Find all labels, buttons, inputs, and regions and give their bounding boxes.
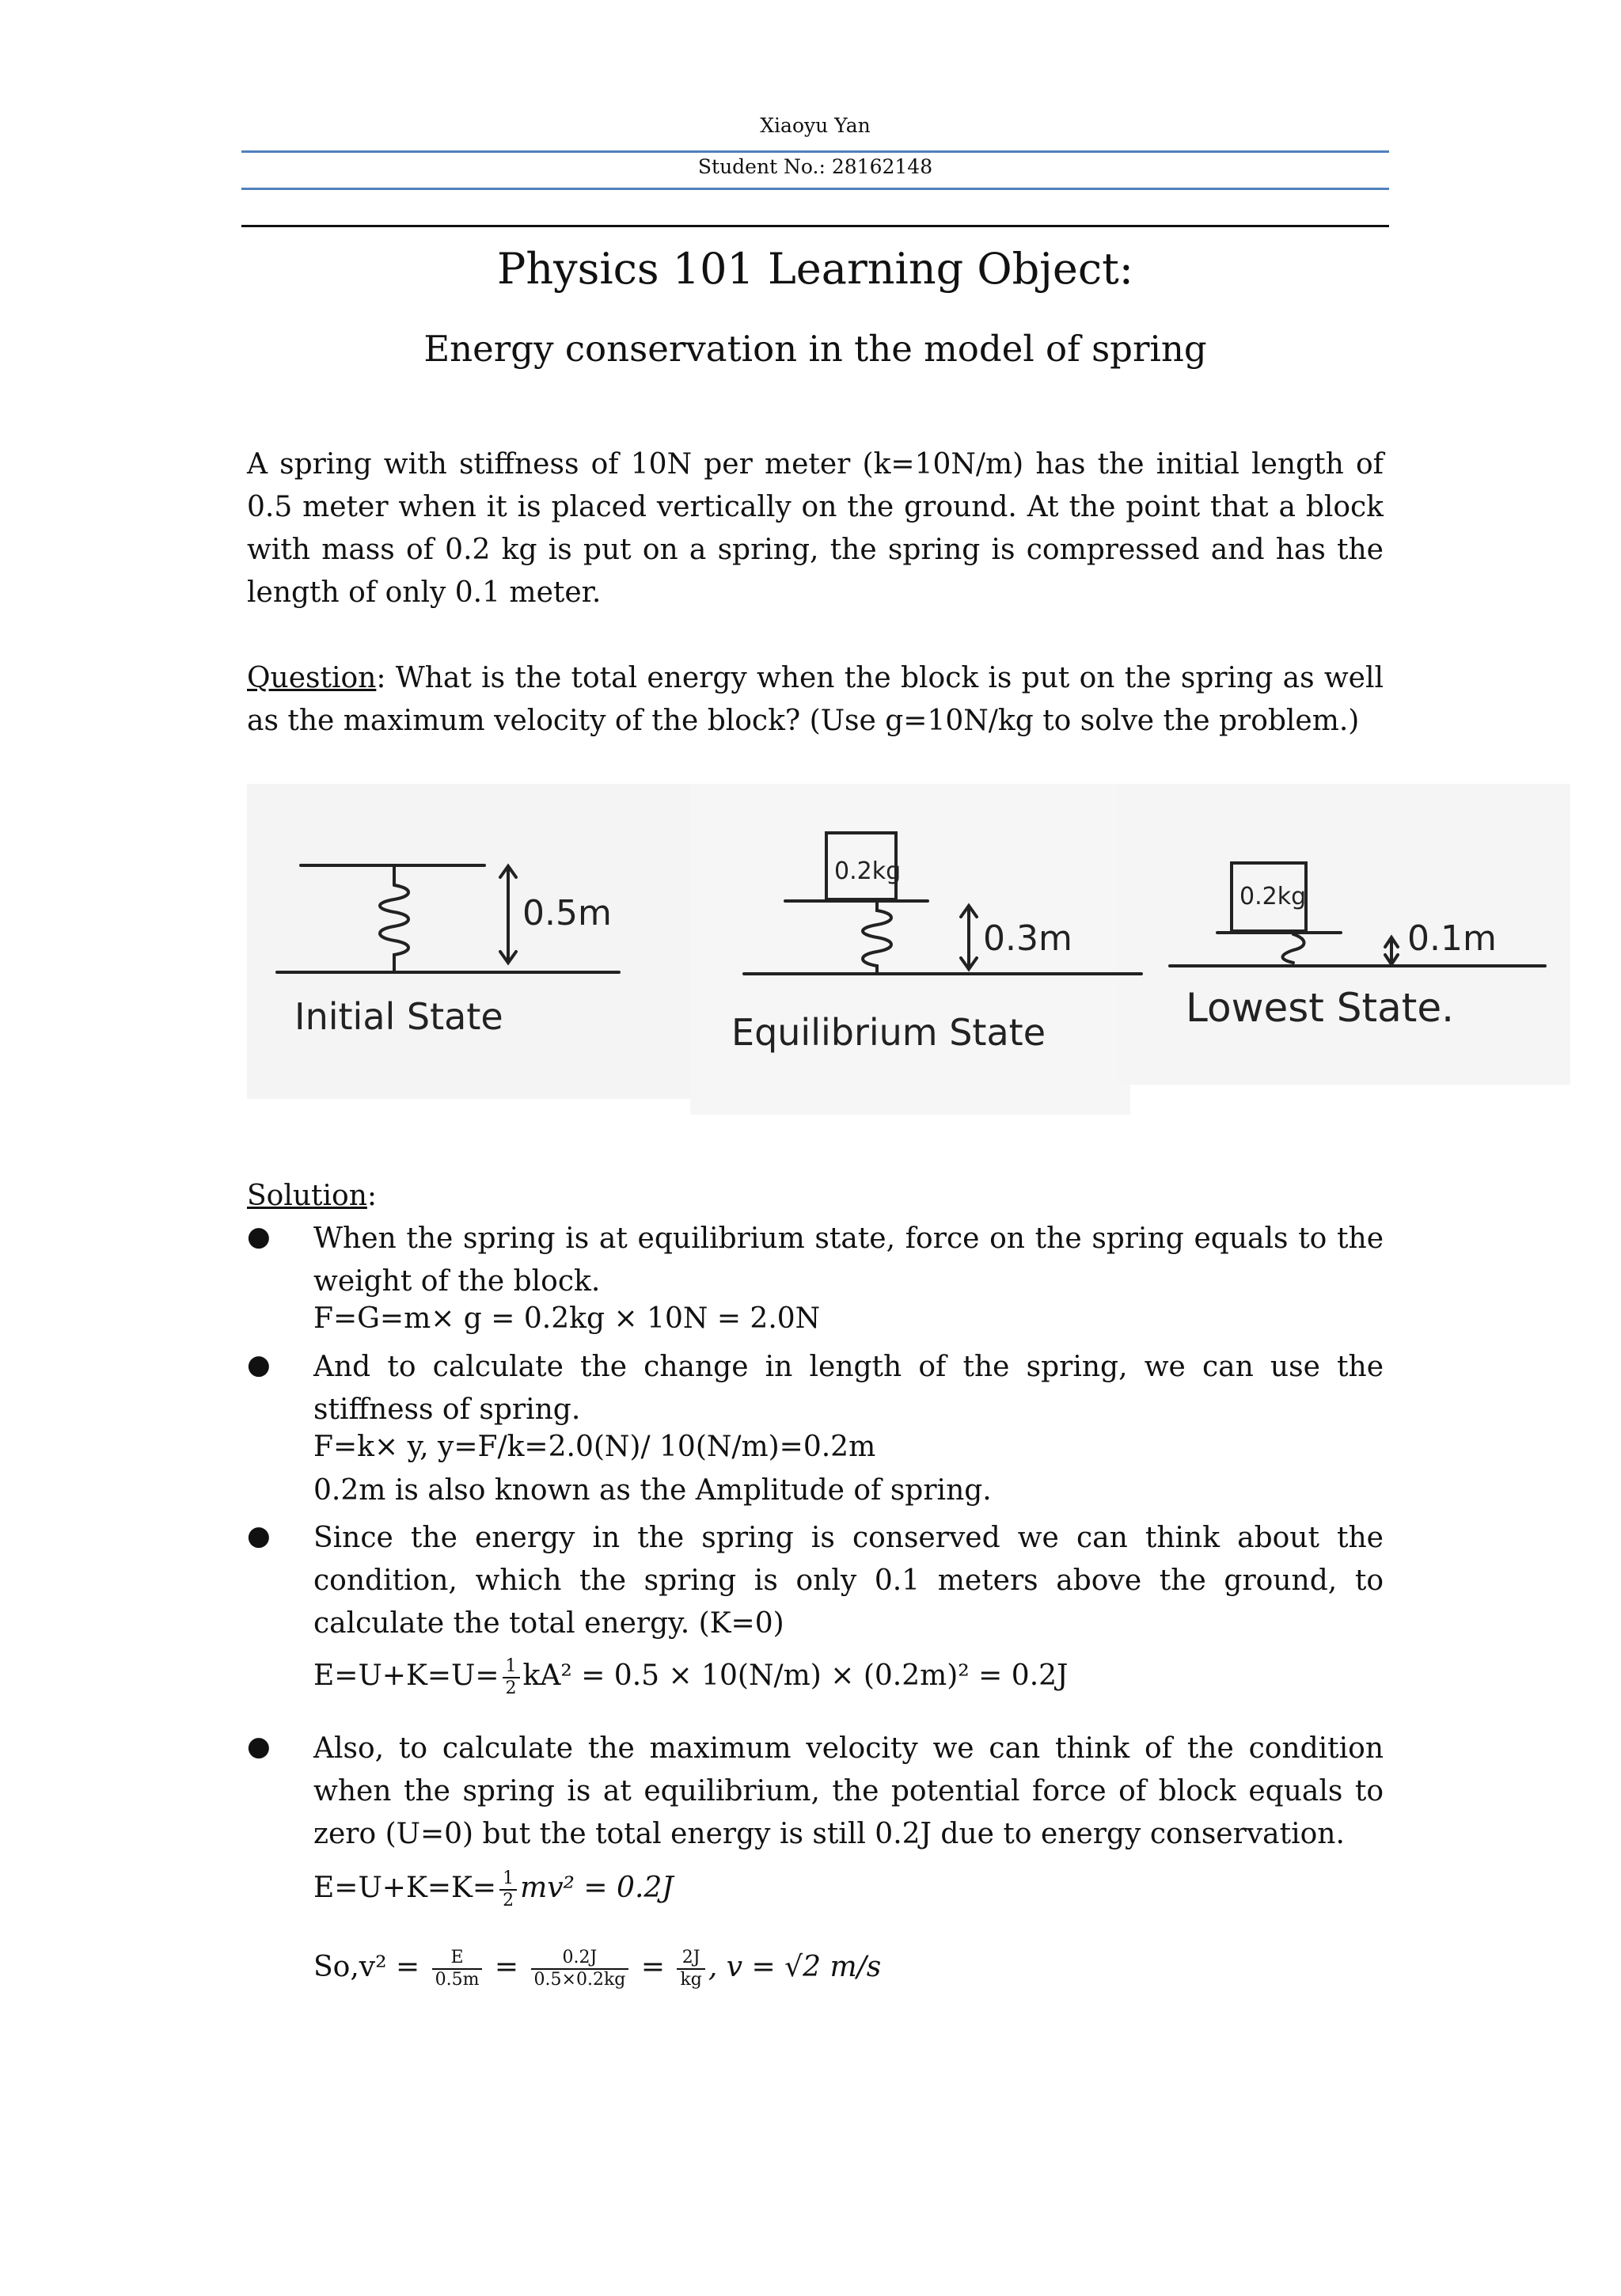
bullet-2: ● xyxy=(247,1349,271,1381)
bullet-3-text: Since the energy in the spring is conserved we can think about the condition, which the spring is only 0.1 meters above the ground, to calculate the total energy. (K=0) xyxy=(313,1522,1384,1640)
panel-3-label: Lowest State. xyxy=(1186,985,1455,1031)
panel-3-length: 0.1m xyxy=(1407,918,1497,959)
intro-paragraph: A spring with stiffness of 10N per meter (k=10N/m) has the initial length of 0.5 meter when it is placed vertically on the ground. At the point that a block with mass of 0.2 kg is put on a spring, the spring is compressed and has the length of only 0.1 meter. xyxy=(247,448,1384,609)
solution-label: Solution xyxy=(247,1180,367,1212)
half-fraction: $\frac{1}{2}$ xyxy=(503,1656,520,1699)
bullet-1-equation: F=G=m× g = 0.2kg × 10N = 2.0N xyxy=(313,1302,821,1335)
panel-3-mass: 0.2kg xyxy=(1239,883,1307,910)
page-subtitle: Energy conservation in the model of spring xyxy=(423,328,1207,370)
title-rule xyxy=(241,225,1389,227)
bullet-3-equation: E=U+K=U= $\frac{1}{2}$ kA² = 0.5 × 10(N/m) × (0.2m)² = 0.2J xyxy=(313,1656,1069,1698)
bullet-1: ● xyxy=(247,1221,271,1253)
fraction-e-over-mass: $\frac{E}{0.5m}$ xyxy=(432,1948,483,1990)
half-fraction: $\frac{1}{2}$ xyxy=(499,1868,517,1911)
question-label: Question xyxy=(247,662,377,694)
header-author: Xiaoyu Yan xyxy=(760,114,871,137)
header-rule xyxy=(241,150,1389,153)
bullet-2-text: And to calculate the change in length of the spring, we can use the stiffness of spring. xyxy=(313,1351,1384,1426)
bullet-1-text: When the spring is at equilibrium state, force on the spring equals to the weight of the block. xyxy=(313,1222,1384,1298)
page-title: Physics 101 Learning Object: xyxy=(496,244,1133,294)
panel-1-label: Initial State xyxy=(294,995,503,1038)
header-rule xyxy=(241,188,1389,190)
bullet-4: ● xyxy=(247,1731,271,1762)
panel-1-length: 0.5m xyxy=(522,893,612,933)
bullet-2-note: 0.2m is also known as the Amplitude of spring. xyxy=(313,1474,992,1507)
spring-states-figure xyxy=(247,784,1570,1115)
final-velocity-equation: So,v² = $\frac{E}{0.5m}$ = $\frac{0.2J}{0.5\times 0.2kg}$ = $\frac{2J}{kg}$ , v = √2 m/s xyxy=(313,1948,882,1990)
solution-heading xyxy=(247,1175,1384,1218)
fraction-units: $\frac{2J}{kg}$ xyxy=(677,1948,704,1990)
solution-colon: : xyxy=(366,1180,378,1212)
header-student-no: Student No.: 28162148 xyxy=(697,155,933,178)
bullet-2-equation: F=k× y, y=F/k=2.0(N)/ 10(N/m)=0.2m xyxy=(313,1431,876,1463)
bullet-4-text: Also, to calculate the maximum velocity we can think of the condition when the spring is at equilibrium, the potential force of block equals to zero (U=0) but the total energy is still 0.2J due to energy conservation. xyxy=(313,1732,1384,1850)
panel-2-mass: 0.2kg xyxy=(834,857,902,885)
panel-2-length: 0.3m xyxy=(983,918,1072,959)
panel-2-label: Equilibrium State xyxy=(731,1011,1046,1054)
bullet-4-equation: E=U+K=K= $\frac{1}{2}$ mv² = 0.2J xyxy=(313,1868,674,1910)
fraction-numeric: $\frac{0.2J}{0.5\times 0.2kg}$ xyxy=(531,1948,629,1990)
question-text: : What is the total energy when the block is put on the spring as well as the maximum velocity of the block? (Use g=10N/kg to solve the problem.) xyxy=(247,662,1384,737)
bullet-3: ● xyxy=(247,1520,271,1552)
question-paragraph xyxy=(247,657,1384,743)
